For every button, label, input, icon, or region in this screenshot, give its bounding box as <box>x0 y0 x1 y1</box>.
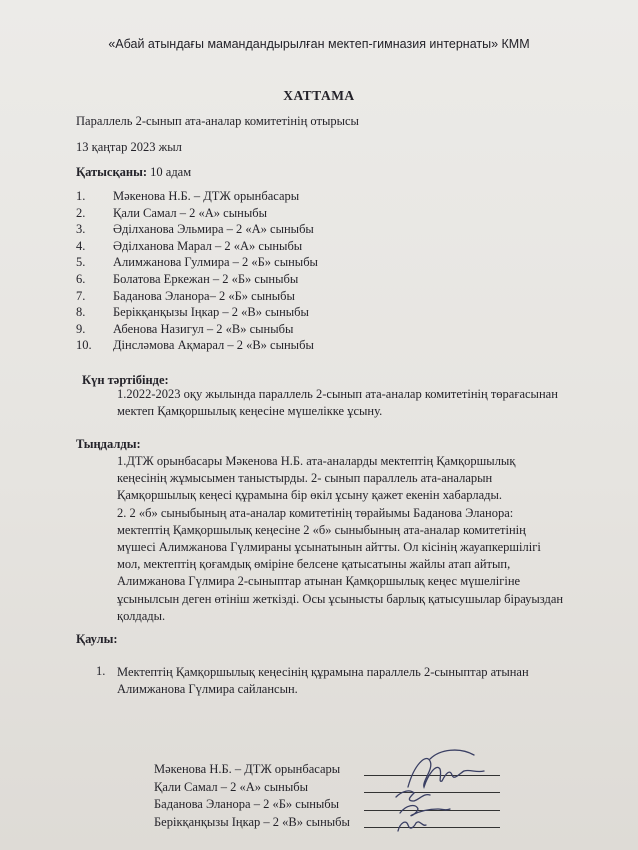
decision-text: Мектептің Қамқоршылық кеңесінің құрамына параллель 2-сыныптар атынан Алимжанова Гүлмира сайлансын. <box>117 665 529 697</box>
signature-name: Қали Самал – 2 «А» сыныбы <box>154 779 308 794</box>
list-item: 10. Дінсләмова Ақмарал – 2 «В» сыныбы <box>76 338 314 353</box>
organization-name: «Абай атындағы мамандандырылған мектеп-гимназия интернаты» КММ <box>108 37 530 51</box>
signature-name: Мәкенова Н.Б. – ДТЖ орынбасары <box>154 762 341 776</box>
attendance-value: 10 адам <box>147 165 192 179</box>
signature-makenova <box>408 759 484 787</box>
heard-text: 1.ДТЖ орынбасары Мәкенова Н.Б. ата-аналарды мектептің Қамқоршылық кеңесінің жұмысымен таныстырды. 2- сынып параллель ата-аналарын Қамқоршылық кеңесі құрамына бір өкіл ұсыну қажет екенін хабарлады. 2. 2 «б» сыныбының ата-аналар комитетінің төрайымы Баданова Эланора: мектептің Қамқоршылық кеңесіне 2 «б» сыныбының ата-аналар комитетінің мүшесі Алимжанова Гүлмираны ұсынатынын айтты. Ол кісінің жауапкершілігі мол, мектептің қоғамдық өміріне белсене қатысатыны жайлы атап айтып, Алимжанова Гүлмира 2-сыныптар атынан Қамқоршылық кеңес мүшелігіне ұсынылсын деген өтініш жеткізді. Осы ұсынысты барлық қатысушылар бірауыздан қолдады. <box>117 454 564 623</box>
list-item: 9. Абенова Назигул – 2 «В» сыныбы <box>76 321 294 336</box>
list-item: 5. Алимжанова Гулмира – 2 «Б» сыныбы <box>76 255 318 270</box>
attendance-label: Қатысқаны: <box>76 165 148 179</box>
signature-names <box>154 761 350 831</box>
document-title: ХАТТАМА <box>283 88 355 103</box>
list-item: 8. Берікқанқызы Іңкар – 2 «В» сыныбы <box>76 305 309 320</box>
signature-badanova <box>400 806 450 816</box>
meeting-subtitle: Параллель 2-сынып ата-аналар комитетінің отырысы <box>76 114 359 128</box>
signature-name: Берікқанқызы Іңкар – 2 «В» сыныбы <box>154 814 350 829</box>
attendance-list <box>76 188 318 354</box>
list-item: 1. Мәкенова Н.Б. – ДТЖ орынбасары <box>76 189 300 203</box>
attendance-line <box>76 165 191 180</box>
decision-heading: Қаулы: <box>76 632 118 646</box>
list-item: 7. Баданова Эланора– 2 «Б» сыныбы <box>76 288 295 303</box>
list-item: 6. Болатова Еркежан – 2 «Б» сыныбы <box>76 271 299 286</box>
list-item: 3. Әділханова Эльмира – 2 «А» сыныбы <box>76 222 314 237</box>
signature-kali <box>396 791 430 801</box>
agenda-heading: Күн тәртібінде: <box>82 373 169 387</box>
list-item: 4. Әділханова Марал – 2 «А» сыныбы <box>76 238 303 253</box>
decision-number: 1. <box>96 664 106 678</box>
signature-name: Баданова Эланора – 2 «Б» сыныбы <box>154 797 340 811</box>
signature-berikkankyzy <box>398 822 426 831</box>
meeting-date: 13 қаңтар 2023 жыл <box>76 140 182 154</box>
handwritten-signatures <box>380 735 500 835</box>
signature-makenova-flourish <box>430 750 474 759</box>
list-item: 2. Қали Самал – 2 «А» сыныбы <box>76 205 267 220</box>
heard-heading: Тыңдалды: <box>76 437 141 451</box>
agenda-text: 1.2022-2023 оқу жылында параллель 2-сынып ата-аналар комитетінің төрағасынан мектеп Қамқоршылық кеңесіне мүшелікке ұсыну. <box>117 387 558 419</box>
